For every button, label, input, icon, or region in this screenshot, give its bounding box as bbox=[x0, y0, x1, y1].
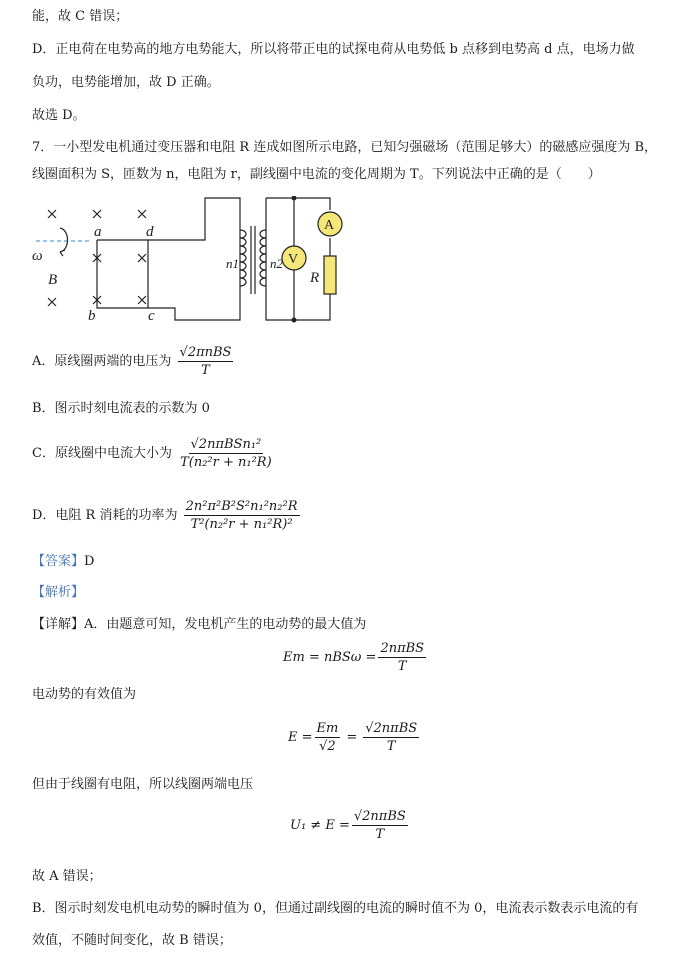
primary-coil bbox=[240, 230, 246, 286]
option-d-text: D．电阻 R 消耗的功率为 bbox=[32, 508, 178, 523]
prev-choice: 故选 D。 bbox=[32, 108, 86, 123]
equation-rms: E = $\frac{Em}{√2}$ = $\frac{\text{√2nπBS}}{T}$ bbox=[288, 721, 418, 754]
label-c: c bbox=[148, 308, 155, 324]
circuit-figure bbox=[30, 196, 350, 328]
option-a-fraction: $\frac{\text{√2πnBS}}{T}$ bbox=[179, 345, 232, 378]
label-omega: ω bbox=[32, 248, 43, 264]
label-n2: n2 bbox=[270, 256, 283, 271]
label-a: a bbox=[94, 224, 102, 240]
detail-text: A．由题意可知，发电机产生的电动势的最大值为 bbox=[84, 617, 367, 632]
answer-value: D bbox=[84, 554, 95, 569]
analysis-label: 【解析】 bbox=[32, 585, 85, 600]
rotation-arrow bbox=[60, 228, 68, 252]
detail-line bbox=[32, 616, 366, 634]
answer-line bbox=[32, 553, 94, 571]
option-d bbox=[32, 498, 302, 533]
resistance-text: 但由于线圈有电阻，所以线圈两端电压 bbox=[32, 777, 254, 792]
label-R: R bbox=[310, 270, 320, 286]
prev-d-line2: 负功，电势能增加，故 D 正确。 bbox=[32, 75, 220, 90]
voltmeter-label: V bbox=[288, 252, 299, 267]
b-explain-line2: 效值，不随时间变化，故 B 错误； bbox=[32, 933, 232, 948]
equation-u1: U₁ ≠ E = $\frac{\text{√2nπBS}}{T}$ bbox=[290, 809, 406, 842]
label-d: d bbox=[146, 224, 154, 240]
option-c bbox=[32, 436, 276, 471]
b-explain-line1: B．图示时刻发电机电动势的瞬时值为 0，但通过副线圈的电流的瞬时值不为 0，电流表示数表示电流的有 bbox=[32, 901, 639, 916]
option-d-fraction: $\frac{\text{2n²π²B²S²n₁²n₂²R}}{\text{T²(n₂²r + n₁²R)²}}$ bbox=[185, 499, 298, 532]
ammeter-label: A bbox=[324, 218, 335, 233]
option-c-text: C．原线圈中电流大小为 bbox=[32, 446, 172, 461]
detail-label: 【详解】 bbox=[32, 617, 85, 632]
label-n1: n1 bbox=[226, 256, 239, 271]
answer-label: 【答案】 bbox=[32, 554, 85, 569]
equation-emax: Em = nBSω = $\frac{\text{2nπBS}}{T}$ bbox=[283, 641, 425, 674]
secondary-coil bbox=[260, 230, 266, 286]
prev-c-conclusion: 能，故 C 错误； bbox=[32, 9, 129, 24]
option-b: B．图示时刻电流表的示数为 0 bbox=[32, 401, 210, 416]
question-line1: 7．一小型发电机通过变压器和电阻 R 连成如图所示电路，已知匀强磁场（范围足够大）的磁感应强度为 B， bbox=[32, 140, 658, 155]
rms-text: 电动势的有效值为 bbox=[32, 687, 137, 702]
question-line2: 线圈面积为 S，匝数为 n，电阻为 r，副线圈中电流的变化周期为 T。下列说法中正确的是（ ） bbox=[32, 167, 601, 182]
prev-d-line1: D．正电荷在电势高的地方电势能大，所以将带正电的试探电荷从电势低 b 点移到电势高 d 点，电场力做 bbox=[32, 42, 635, 57]
option-a bbox=[32, 344, 235, 379]
option-c-fraction: $\frac{\text{√2nπBSn₁²}}{\text{T(n₂²r + n₁²R)}}$ bbox=[180, 437, 272, 470]
label-b: b bbox=[88, 308, 96, 324]
resistor-R bbox=[324, 256, 336, 294]
option-a-text: A．原线圈两端的电压为 bbox=[32, 354, 172, 369]
label-B: B bbox=[48, 272, 58, 288]
a-wrong: 故 A 错误； bbox=[32, 869, 102, 884]
